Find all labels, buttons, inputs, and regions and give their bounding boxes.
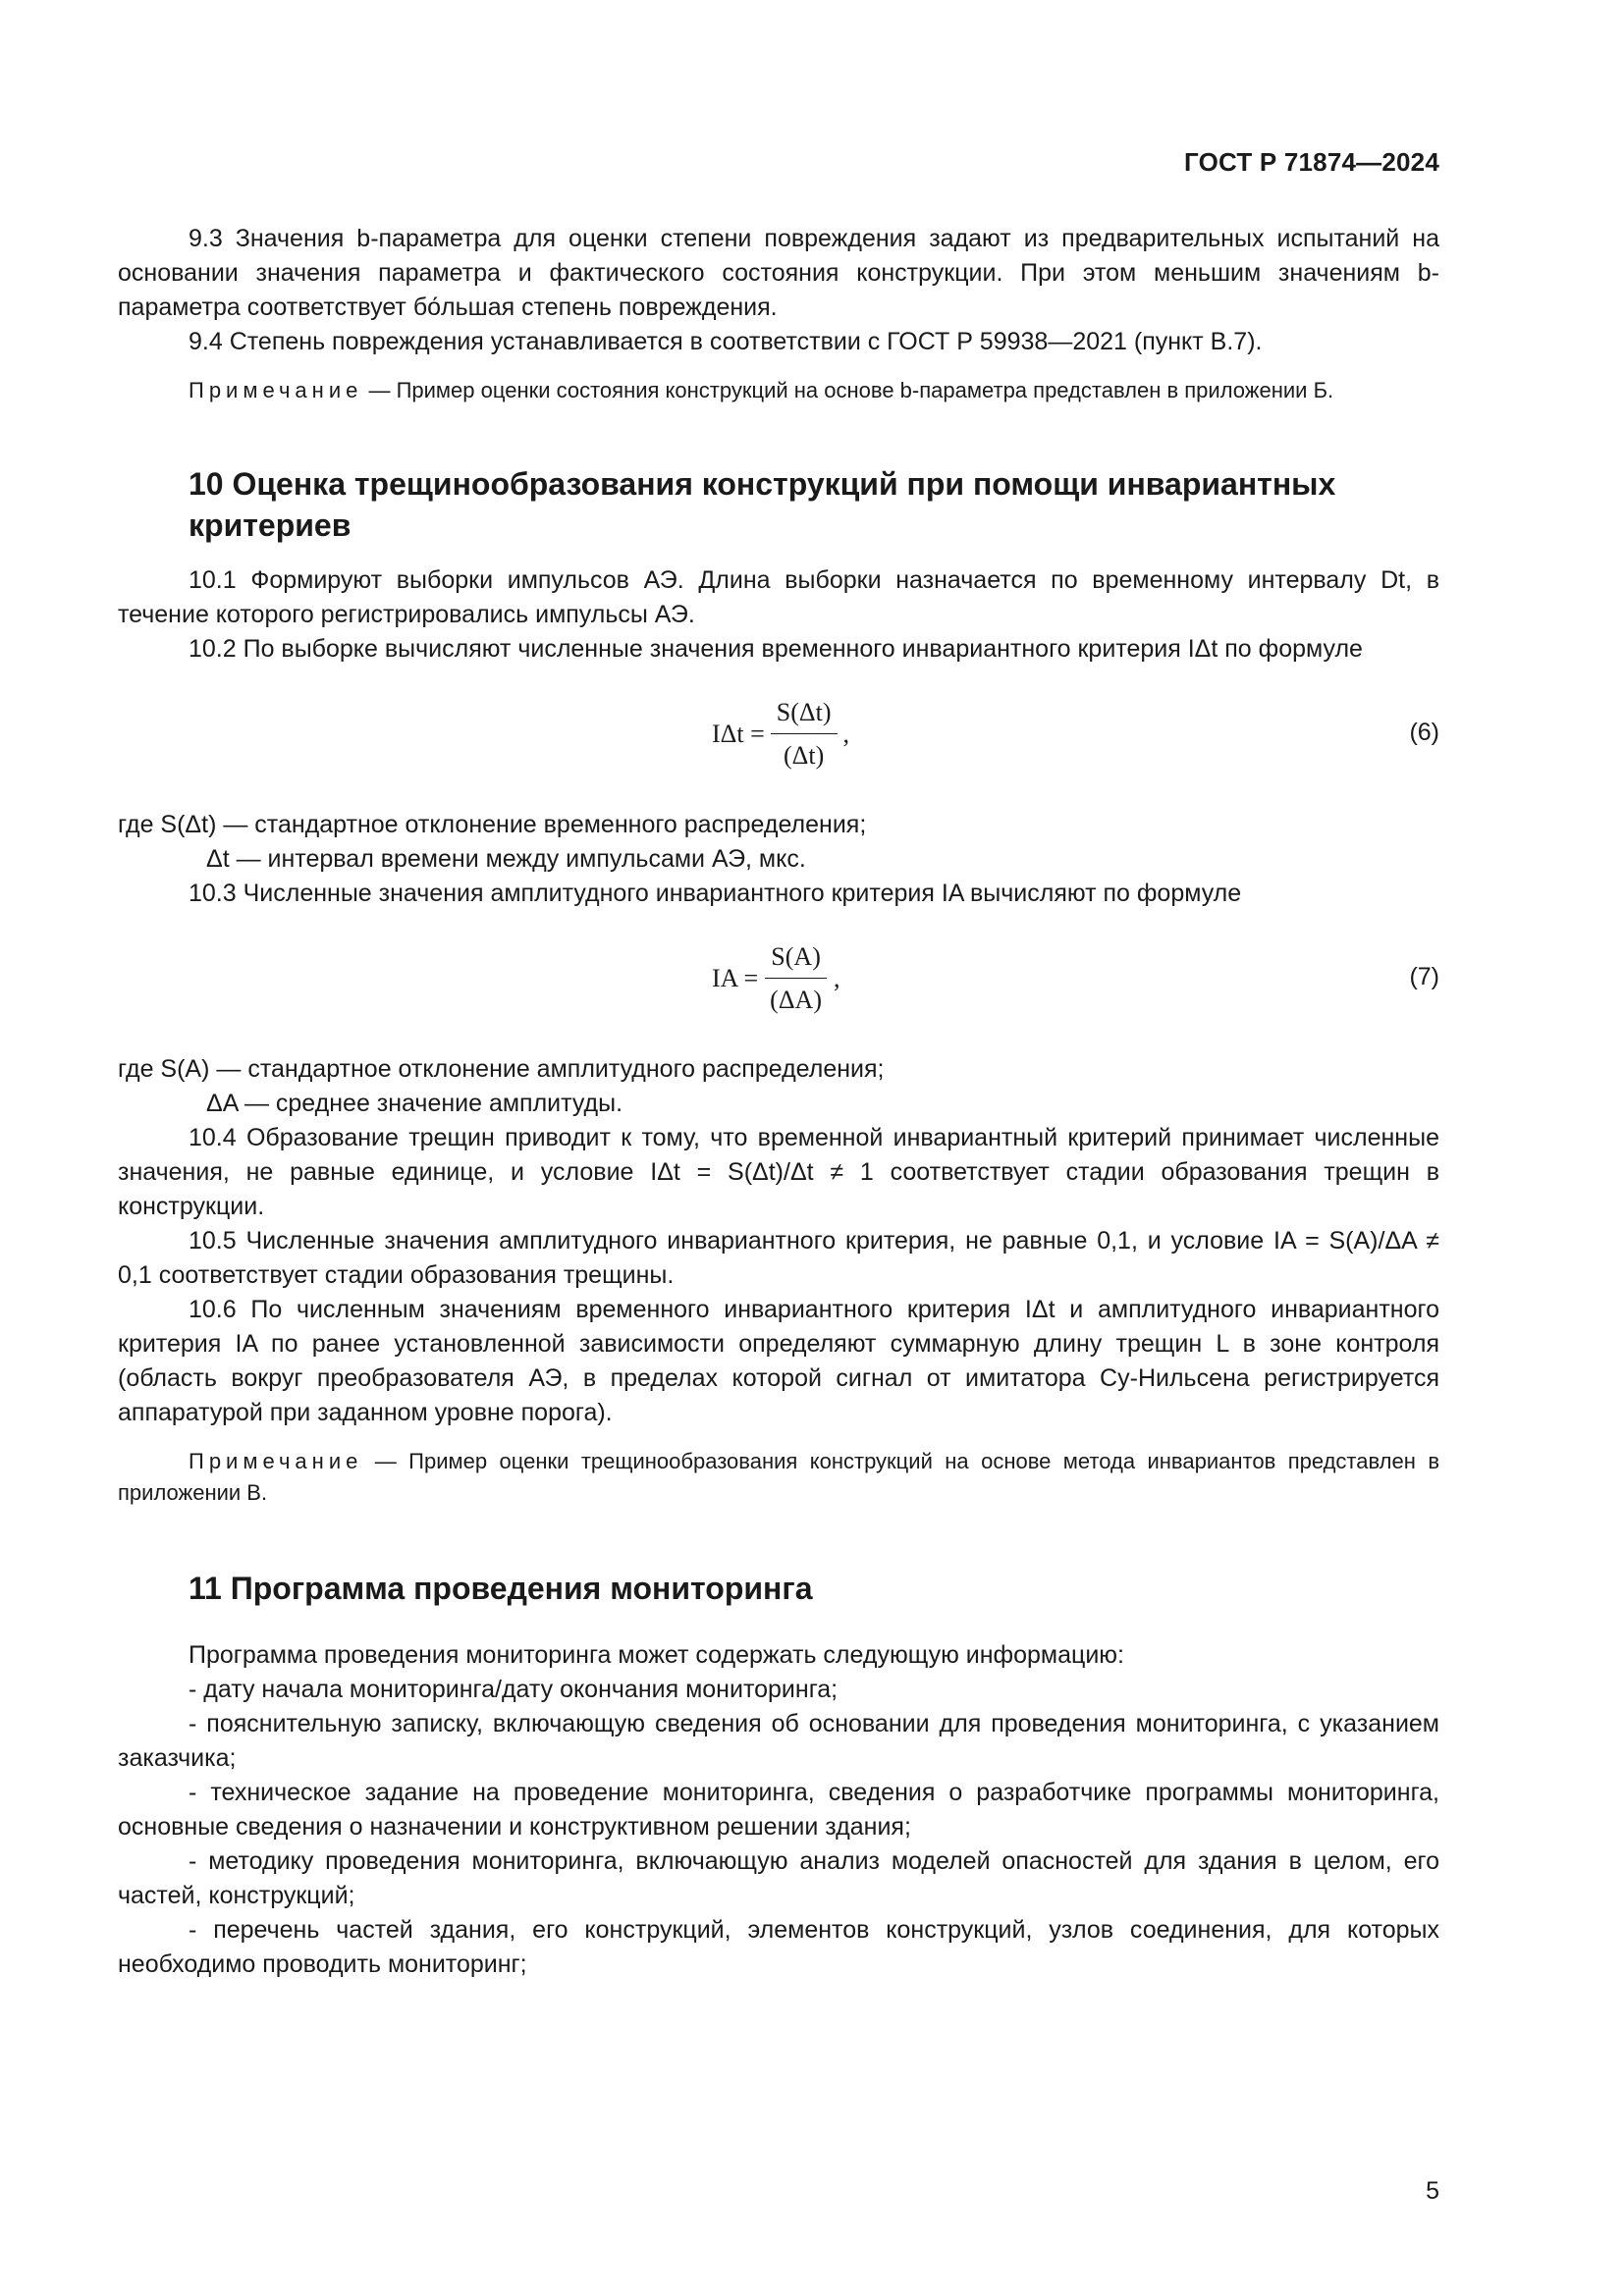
formula-7 xyxy=(118,929,1439,1027)
paragraph-9-4: 9.4 Степень повреждения устанавливается в соответствии с ГОСТ Р 59938—2021 (пункт В.7). xyxy=(189,328,1263,355)
note-1 xyxy=(118,375,1439,406)
list-item: - пояснительную записку, включающую сведения об основании для проведения мониторинга, с указанием заказчика; xyxy=(118,1710,1439,1772)
paragraph-10-3: 10.3 Численные значения амплитудного инвариантного критерия IA вычисляют по формуле xyxy=(189,880,1242,907)
page-content xyxy=(118,222,1439,1982)
where-6b: Δt — интервал времени между импульсами АЭ, мкс. xyxy=(206,845,806,873)
formula-7-fraction xyxy=(764,939,828,1017)
document-id: ГОСТ Р 71874—2024 xyxy=(1184,147,1439,177)
list-item: - дату начала мониторинга/дату окончания мониторинга; xyxy=(189,1676,839,1703)
paragraph-10-6: 10.6 По численным значениям временного инвариантного критерия IΔt и амплитудного инвариантного критерия IA по ранее установленной зависимости определяют суммарную длину трещин L в зоне контроля (область вокруг преобразователя АЭ, в пределах которой сигнал от имитатора Су-Нильсена регистрируется аппаратурой при заданном уровне порога). xyxy=(118,1296,1439,1426)
list-item: - методику проведения мониторинга, включающую анализ моделей опасностей для здания в целом, его частей, конструкций; xyxy=(118,1847,1439,1909)
formula-7-number: (7) xyxy=(1409,963,1439,990)
page-number: 5 xyxy=(1426,2177,1439,2205)
paragraph-11-intro: Программа проведения мониторинга может содержать следующую информацию: xyxy=(189,1641,1124,1669)
where-7b: ΔA — среднее значение амплитуды. xyxy=(206,1090,623,1117)
list-item: - техническое задание на проведение мониторинга, сведения о разработчике программы мониторинга, основные сведения о назначении и конструктивном решении здания; xyxy=(118,1779,1439,1841)
note-text: — Пример оценки состояния конструкций на основе b-параметра представлен в приложении Б. xyxy=(362,378,1334,402)
formula-6 xyxy=(118,684,1439,782)
section-10-heading: 10 Оценка трещинообразования конструкций при помощи инвариантных критериев xyxy=(189,466,1336,543)
paragraph-9-3: 9.3 Значения b-параметра для оценки степени повреждения задают из предварительных испытаний на основании значения параметра и фактического состояния конструкции. При этом меньшим значениям b-параметра соответствует бо́льшая степень повреждения. xyxy=(118,225,1439,321)
where-6a: где S(Δt) — стандартное отклонение временного распределения; xyxy=(118,811,867,838)
paragraph-10-4: 10.4 Образование трещин приводит к тому, что временной инвариантный критерий принимает численные значения, не равные единице, и условие IΔt = S(Δt)/Δt ≠ 1 соответствует стадии образования трещин в конструкции. xyxy=(118,1124,1439,1220)
formula-6-numerator: S(Δt) xyxy=(771,695,838,734)
paragraph-10-2: 10.2 По выборке вычисляют численные значения временного инвариантного критерия IΔt по формуле xyxy=(189,635,1363,663)
note-2 xyxy=(118,1446,1439,1509)
note-text: — Пример оценки трещинообразования конструкций на основе метода инвариантов представлен в приложении В. xyxy=(118,1449,1439,1505)
formula-6-denominator: (Δt) xyxy=(784,740,825,770)
formula-7-lhs: IA = xyxy=(712,963,759,992)
paragraph-10-5: 10.5 Численные значения амплитудного инвариантного критерия, не равные 0,1, и условие IA = S(A)/ΔA ≠ 0,1 соответствует стадии образования трещины. xyxy=(118,1227,1439,1289)
note-label: Примечание xyxy=(189,1449,363,1473)
formula-7-numerator: S(A) xyxy=(765,939,827,979)
paragraph-10-1: 10.1 Формируют выборки импульсов АЭ. Длина выборки назначается по временному интервалу Dt, в течение которого регистрировались импульсы АЭ. xyxy=(118,566,1439,628)
where-7a: где S(A) — стандартное отклонение амплитудного распределения; xyxy=(118,1055,885,1083)
section-11-heading: 11 Программа проведения мониторинга xyxy=(189,1571,813,1606)
formula-6-number: (6) xyxy=(1409,719,1439,746)
list-item: - перечень частей здания, его конструкций, элементов конструкций, узлов соединения, для которых необходимо проводить мониторинг; xyxy=(118,1916,1439,1978)
formula-7-tail: , xyxy=(833,963,840,992)
formula-6-tail: , xyxy=(842,719,849,748)
note-label: Примечание xyxy=(189,378,363,402)
formula-6-lhs: IΔt = xyxy=(712,719,765,748)
formula-6-fraction xyxy=(771,695,838,773)
formula-7-denominator: (ΔA) xyxy=(770,985,822,1014)
